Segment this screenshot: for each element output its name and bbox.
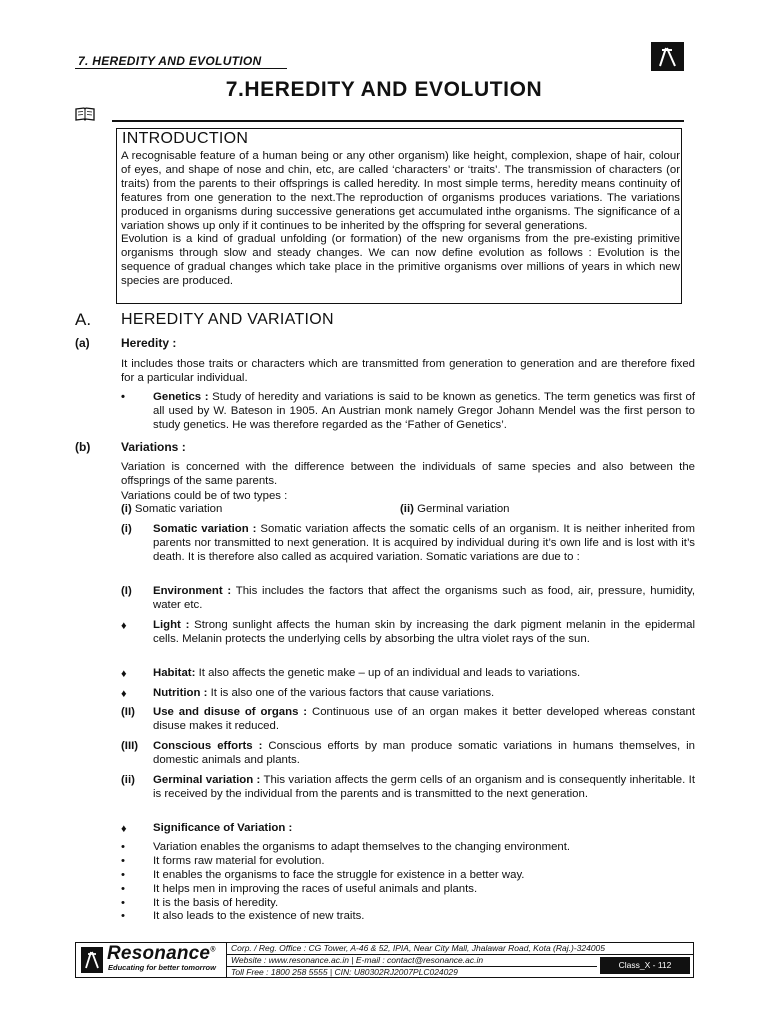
light-term: Light : — [153, 619, 190, 631]
habitat-term: Habitat: — [153, 667, 196, 679]
type2-text: Germinal variation — [413, 503, 510, 515]
diamond-icon: ♦ — [121, 668, 127, 680]
footer-tollfree: Toll Free : 1800 258 5555 | CIN: U80302RJ2007PLC024029 — [231, 967, 458, 977]
footer-tagline: Educating for better tomorrow — [108, 963, 216, 972]
use-disuse-item — [153, 706, 695, 734]
brand-name: Resonance — [107, 943, 211, 964]
list-item — [121, 897, 695, 911]
use-marker: (II) — [121, 706, 135, 718]
running-header-title: 7. HEREDITY AND EVOLUTION — [78, 54, 262, 68]
genetics-item — [153, 391, 695, 433]
type1-marker: (i) — [121, 503, 132, 515]
variations-types-line: Variations could be of two types : — [121, 490, 288, 502]
conscious-text: Conscious efforts by man produce somatic variations in humans themselves, in domestic animals and plants. — [153, 740, 695, 766]
use-text: Continuous use of an organ makes it better developed whereas constant disuse makes it reduced. — [153, 706, 695, 732]
germinal-marker: (ii) — [121, 774, 135, 786]
class-page-number: Class_X - 112 — [600, 957, 690, 974]
list-item — [121, 855, 695, 869]
significance-point: It enables the organisms to face the struggle for existence in a better way. — [153, 868, 525, 881]
significance-term: Significance of Variation : — [153, 822, 293, 834]
type2-marker: (ii) — [400, 503, 414, 515]
environment-term: Environment : — [153, 585, 232, 597]
environment-marker: (I) — [121, 585, 132, 597]
heredity-title: Heredity : — [121, 336, 177, 350]
nutrition-item — [153, 687, 695, 701]
significance-point: It helps men in improving the races of useful animals and plants. — [153, 882, 478, 895]
genetics-term: Genetics : — [153, 391, 209, 403]
somatic-text: Somatic variation affects the somatic cells of an organism. It is neither inherited from parents nor transmitted to next generation. It is acquired by individual during it’s own life and is lost with it’s death. It is therefore also called as acquired variation. Somatic variations are due to : — [153, 523, 695, 563]
list-item — [121, 869, 695, 883]
resonance-logo-icon — [651, 42, 684, 71]
significance-list — [121, 841, 695, 924]
list-item — [121, 883, 695, 897]
subsection-label-a: (a) — [75, 336, 90, 350]
title-rule — [112, 120, 684, 122]
section-letter: A. — [75, 310, 92, 329]
bullet: • — [121, 868, 125, 881]
bullet: • — [121, 391, 125, 403]
list-item — [121, 910, 695, 924]
footer-website: Website : www.resonance.ac.in | E-mail : contact@resonance.ac.in — [231, 955, 484, 965]
bullet: • — [121, 882, 125, 895]
light-item — [153, 619, 695, 647]
light-text: Strong sunlight affects the human skin by increasing the dark pigment melanin in the epidermal cells. Melanin protects the underlying cells by absorbing the ultra violet rays of the sun. — [153, 619, 695, 645]
bullet: • — [121, 854, 125, 867]
registered-mark: ® — [210, 946, 216, 954]
section-title: HEREDITY AND VARIATION — [121, 311, 334, 328]
diamond-icon: ♦ — [121, 823, 127, 835]
page-title: 7.HEREDITY AND EVOLUTION — [225, 78, 543, 101]
somatic-item — [153, 523, 695, 565]
introduction-text — [121, 150, 680, 289]
genetics-text: Study of heredity and variations is said to be known as genetics. The term genetics was first of all used by W. Bateson in 1905. An Austrian monk namely Gregor Johann Mendel was the first person to study genetics. He was therefore regarded as the ‘Father of Genetics’. — [153, 391, 695, 431]
introduction-paragraph-2: Evolution is a kind of gradual unfolding (or formation) of the new organisms from the pre-existing primitive organisms through slow and steady changes. We can now define evolution as follows : Evolution is the sequence of gradual changes which take place in the primitive organisms over millions of years in which new species are produced. — [121, 233, 680, 288]
resonance-footer-logo-icon — [81, 947, 103, 973]
open-book-icon — [75, 106, 95, 122]
footer-divider — [226, 942, 227, 978]
habitat-item — [153, 667, 695, 681]
environment-text: This includes the factors that affect the organisms such as food, air, pressure, humidity, water etc. — [153, 585, 695, 611]
subsection-label-b: (b) — [75, 440, 91, 454]
significance-title — [153, 822, 695, 836]
environment-item — [153, 585, 695, 613]
conscious-term: Conscious efforts : — [153, 740, 263, 752]
nutrition-term: Nutrition : — [153, 687, 208, 699]
introduction-heading: INTRODUCTION — [122, 130, 249, 147]
nutrition-text: It is also one of the various factors that cause variations. — [207, 687, 495, 699]
introduction-paragraph-1: A recognisable feature of a human being or any other organism) like height, complexion, shape of hair, colour of eyes, and shape of nose and chin, etc, are called ‘characters’ or ‘traits’. The transmission of characters (or traits) from the parents to their offsprings is called heredity. In most simple terms, heredity means continuity of features from one generation to the next.The reproduction of organisms produces variations. The variations produced in organisms during successive generations get accumulated inthe organisms. The significance of a variation shows up only if it continues to be inherited by the offspring for several generations. — [121, 150, 680, 232]
footer-brand — [107, 943, 216, 965]
footer-corp-address: Corp. / Reg. Office : CG Tower, A-46 & 52, IPIA, Near City Mall, Jhalawar Road, Kota (Raj.)-324005 — [231, 943, 605, 953]
use-term: Use and disuse of organs : — [153, 706, 308, 718]
significance-point: It forms raw material for evolution. — [153, 854, 325, 867]
variations-intro: Variation is concerned with the difference between the individuals of same species and also between the offsprings of the same parents. — [121, 461, 695, 487]
header-underline — [75, 68, 287, 69]
significance-point: Variation enables the organisms to adapt themselves to the changing environment. — [153, 841, 571, 853]
bullet: • — [121, 896, 125, 909]
germinal-text: This variation affects the germ cells of an organism and is consequently inheritable. It is received by the individual from the parents and is transmitted to the next generation. — [153, 774, 695, 800]
somatic-term: Somatic variation : — [153, 523, 257, 535]
conscious-item — [153, 740, 695, 768]
somatic-marker: (i) — [121, 523, 132, 535]
diamond-icon: ♦ — [121, 620, 127, 632]
habitat-text: It also affects the genetic make – up of an individual and leads to variations. — [195, 667, 581, 679]
diamond-icon: ♦ — [121, 688, 127, 700]
significance-point: It also leads to the existence of new traits. — [153, 910, 365, 923]
significance-point: It is the basis of heredity. — [153, 896, 279, 909]
bullet: • — [121, 841, 125, 853]
list-item — [121, 841, 695, 855]
variations-title: Variations : — [121, 440, 186, 454]
variation-type-2 — [400, 503, 510, 515]
germinal-term: Germinal variation : — [153, 774, 261, 786]
bullet: • — [121, 910, 125, 923]
germinal-item — [153, 774, 695, 802]
heredity-text: It includes those traits or characters which are transmitted from generation to generation and are therefore fixed for a particular individual. — [121, 358, 695, 384]
type1-text: Somatic variation — [131, 503, 223, 515]
conscious-marker: (III) — [121, 740, 139, 752]
